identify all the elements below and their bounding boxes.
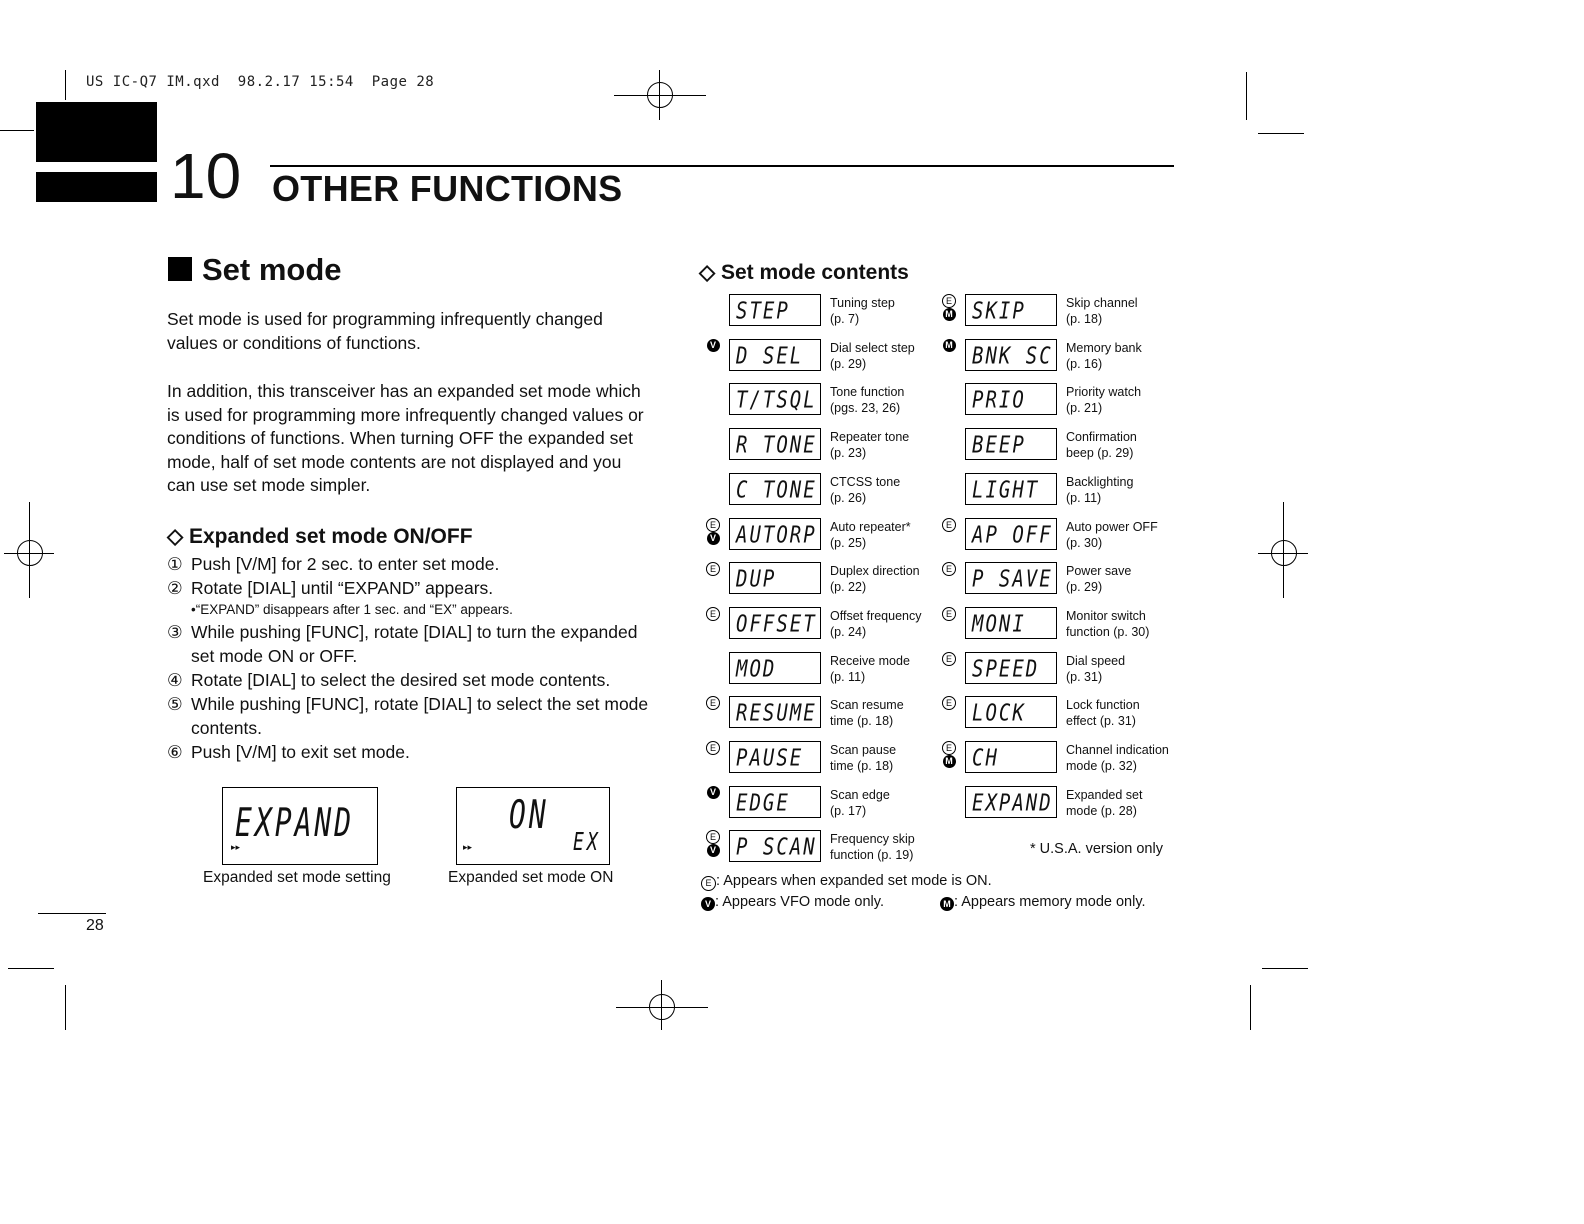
description-line: Expanded set bbox=[1066, 787, 1143, 802]
chapter-rule bbox=[270, 165, 1174, 167]
chapter-tab bbox=[36, 102, 157, 162]
description-line: Dial speed bbox=[1066, 653, 1126, 668]
expanded-mark-icon: E bbox=[942, 652, 956, 666]
page-reference: mode (p. 32) bbox=[1066, 759, 1137, 773]
lcd-label: MOD bbox=[736, 655, 777, 682]
registration-mark bbox=[616, 1007, 708, 1008]
crop-mark bbox=[65, 70, 66, 100]
description-line: Channel indication bbox=[1066, 743, 1169, 757]
expanded-mark-icon: E bbox=[706, 607, 720, 621]
registration-mark bbox=[29, 502, 30, 598]
step-number: ④ bbox=[167, 670, 183, 690]
page-reference: (p. 17) bbox=[830, 803, 867, 818]
vfo-mark-icon: V bbox=[701, 897, 715, 911]
item-description bbox=[830, 742, 940, 774]
description-line: CTCSS tone bbox=[830, 474, 901, 489]
page-reference: (p. 16) bbox=[1066, 356, 1103, 371]
description-line: Repeater tone bbox=[830, 430, 910, 445]
item-description bbox=[1066, 787, 1176, 819]
lcd-box bbox=[729, 562, 821, 594]
lcd-label: RESUME bbox=[736, 700, 817, 727]
page-reference: (p. 25) bbox=[830, 535, 867, 550]
item-description bbox=[830, 608, 940, 640]
lcd-box bbox=[729, 383, 821, 415]
expanded-mark-icon: E bbox=[942, 696, 956, 710]
lcd-box bbox=[729, 294, 821, 326]
chapter-title: OTHER FUNCTIONS bbox=[272, 168, 623, 209]
description-line: Tuning step bbox=[830, 296, 895, 310]
item-description bbox=[1066, 429, 1176, 461]
page-number-rule bbox=[38, 913, 106, 914]
legend-vfo bbox=[701, 894, 884, 911]
page-reference: mode (p. 28) bbox=[1066, 803, 1137, 818]
intro-paragraph: Set mode is used for programming infrequently changed values or conditions of functions. bbox=[167, 309, 603, 353]
lcd-box bbox=[729, 473, 821, 505]
lcd-box bbox=[965, 786, 1057, 818]
step-number: ③ bbox=[167, 622, 183, 642]
lcd-box bbox=[729, 830, 821, 862]
vfo-mark-icon: V bbox=[707, 844, 720, 857]
registration-mark bbox=[1283, 502, 1284, 598]
description-line: Duplex direction bbox=[830, 564, 920, 579]
page-reference: (p. 21) bbox=[1066, 401, 1103, 416]
page-reference: (p. 18) bbox=[1066, 312, 1103, 326]
memory-mark-icon: M bbox=[940, 897, 954, 911]
description-line: Power save bbox=[1066, 564, 1132, 579]
lcd-label: AUTORP bbox=[736, 521, 817, 548]
mode-mark bbox=[938, 294, 960, 321]
step-text: Push [V/M] to exit set mode. bbox=[191, 742, 410, 762]
legend-memory bbox=[940, 894, 1146, 911]
lcd-box bbox=[729, 741, 821, 773]
step-note: •“EXPAND” disappears after 1 sec. and “EX” appears. bbox=[191, 602, 513, 617]
mode-mark bbox=[938, 518, 960, 532]
description-line: Confirmation bbox=[1066, 430, 1137, 445]
description-line: Auto power OFF bbox=[1066, 519, 1158, 534]
expanded-mark-icon: E bbox=[942, 294, 956, 308]
lcd-ex-indicator: EX bbox=[573, 827, 601, 858]
mode-mark bbox=[702, 562, 724, 576]
expanded-mark-icon: E bbox=[942, 607, 956, 621]
file-header: US IC-Q7 IM.qxd 98.2.17 15:54 Page 28 bbox=[86, 74, 435, 90]
item-description bbox=[830, 519, 940, 551]
registration-mark bbox=[659, 70, 660, 120]
crop-mark bbox=[1250, 985, 1251, 1030]
item-description bbox=[830, 295, 940, 327]
item-description bbox=[1066, 608, 1176, 640]
page-reference: time (p. 18) bbox=[830, 714, 894, 729]
crop-mark bbox=[1246, 72, 1247, 120]
arrow-indicator-icon: ▸▸ bbox=[231, 842, 241, 852]
description-line: Frequency skip bbox=[830, 832, 915, 847]
legend-text: : Appears when expanded set mode is ON. bbox=[716, 873, 992, 889]
expanded-mark-icon: E bbox=[706, 741, 720, 755]
lcd-box bbox=[729, 518, 821, 550]
item-description bbox=[1066, 340, 1176, 372]
lcd-box bbox=[729, 339, 821, 371]
lcd-label: P SCAN bbox=[736, 834, 817, 861]
item-description bbox=[830, 697, 940, 729]
step-text: Rotate [DIAL] until “EXPAND” appears. bbox=[191, 578, 494, 598]
contents-right-column bbox=[936, 294, 1181, 834]
page-reference: (p. 24) bbox=[830, 624, 867, 639]
page-reference: function (p. 19) bbox=[830, 848, 914, 863]
step-item bbox=[167, 620, 657, 668]
step-text: Push [V/M] for 2 sec. to enter set mode. bbox=[191, 554, 500, 574]
lcd-box bbox=[965, 428, 1057, 460]
lcd-label: R TONE bbox=[736, 432, 817, 459]
lcd-box bbox=[965, 339, 1057, 371]
mode-mark bbox=[702, 607, 724, 621]
legend-text: : Appears memory mode only. bbox=[954, 894, 1146, 910]
page-reference: (p. 26) bbox=[830, 490, 867, 505]
legend-text: : Appears VFO mode only. bbox=[715, 894, 884, 910]
lcd-box bbox=[965, 607, 1057, 639]
expanded-mark-icon: E bbox=[706, 696, 720, 710]
page-number: 28 bbox=[86, 917, 104, 934]
page-reference: (p. 31) bbox=[1066, 669, 1103, 684]
vfo-mark-icon: V bbox=[707, 532, 720, 545]
lcd-label: SKIP bbox=[972, 298, 1026, 325]
page-reference: (pgs. 23, 26) bbox=[830, 401, 901, 416]
lcd-label: LOCK bbox=[972, 700, 1026, 727]
registration-mark bbox=[614, 95, 706, 96]
lcd-box bbox=[729, 607, 821, 639]
page-reference: (p. 29) bbox=[830, 356, 867, 371]
lcd-box bbox=[965, 652, 1057, 684]
expanded-mark-icon: E bbox=[706, 518, 720, 532]
page-reference: (p. 11) bbox=[830, 669, 866, 684]
mode-mark bbox=[702, 741, 724, 755]
memory-mark-icon: M bbox=[943, 339, 956, 352]
lcd-box bbox=[965, 294, 1057, 326]
lcd-label: P SAVE bbox=[972, 566, 1053, 593]
item-description bbox=[830, 429, 940, 461]
description-line: Scan pause bbox=[830, 743, 897, 757]
lcd-label: AP OFF bbox=[972, 521, 1053, 548]
description-line: Scan resume bbox=[830, 698, 904, 713]
item-description bbox=[1066, 295, 1176, 327]
page-reference: beep (p. 29) bbox=[1066, 446, 1134, 461]
chapter-number: 10 bbox=[170, 140, 242, 212]
section-title-text: Set mode bbox=[202, 252, 342, 287]
page-reference: function (p. 30) bbox=[1066, 624, 1150, 639]
item-description bbox=[830, 831, 940, 863]
mode-mark bbox=[938, 562, 960, 576]
step-item bbox=[167, 740, 657, 764]
item-description bbox=[830, 787, 940, 819]
item-description bbox=[1066, 474, 1176, 506]
crop-mark bbox=[1262, 968, 1308, 969]
step-item bbox=[167, 576, 657, 600]
item-description bbox=[1066, 563, 1176, 595]
item-description bbox=[1066, 519, 1176, 551]
mode-mark bbox=[702, 786, 724, 799]
crop-mark bbox=[65, 985, 66, 1030]
expanded-mark-icon: E bbox=[942, 518, 956, 532]
lcd-box bbox=[965, 383, 1057, 415]
lcd-text: ON bbox=[509, 791, 549, 838]
vfo-mark-icon: V bbox=[707, 786, 720, 799]
item-description bbox=[830, 384, 940, 416]
mode-mark bbox=[938, 696, 960, 710]
section-title bbox=[168, 252, 342, 288]
expanded-mark-icon: E bbox=[706, 562, 720, 576]
expanded-paragraph: In addition, this transceiver has an expanded set mode which is used for programming more infrequently changed values or conditions of functions. When turning OFF the expanded set mode, half of set mode contents are not displayed and you can use set mode simpler. bbox=[167, 381, 644, 495]
memory-mark-icon: M bbox=[943, 308, 956, 321]
crop-mark bbox=[8, 968, 54, 969]
description-line: Scan edge bbox=[830, 787, 890, 802]
page-reference: (p. 7) bbox=[830, 312, 860, 326]
lcd-label: EXPAND bbox=[972, 789, 1053, 817]
lcd-label: BNK SC bbox=[972, 342, 1053, 370]
step-number: ① bbox=[167, 554, 183, 574]
expanded-mark-icon: E bbox=[701, 876, 716, 891]
description-line: Offset frequency bbox=[830, 608, 922, 623]
lcd-label: C TONE bbox=[736, 476, 817, 504]
lcd-box bbox=[965, 562, 1057, 594]
step-item bbox=[167, 692, 657, 740]
contents-left-column bbox=[700, 294, 945, 874]
lcd-label: STEP bbox=[736, 298, 790, 325]
lcd-label: SPEED bbox=[972, 655, 1040, 682]
chapter-tab bbox=[36, 172, 157, 202]
lcd-expand-display bbox=[222, 787, 378, 865]
description-line: Auto repeater* bbox=[830, 519, 911, 534]
page-reference: (p. 30) bbox=[1066, 535, 1103, 550]
lcd-box bbox=[729, 696, 821, 728]
page-reference: (p. 11) bbox=[1066, 490, 1102, 505]
vfo-mark-icon: V bbox=[707, 339, 720, 352]
lcd-label: OFFSET bbox=[736, 610, 817, 638]
lcd-label: LIGHT bbox=[972, 476, 1040, 504]
step-text: While pushing [FUNC], rotate [DIAL] to turn the expanded set mode ON or OFF. bbox=[191, 622, 638, 666]
step-number: ⑤ bbox=[167, 694, 183, 714]
lcd-label: PAUSE bbox=[736, 745, 804, 772]
crop-mark bbox=[0, 130, 34, 131]
page-reference: effect (p. 31) bbox=[1066, 714, 1136, 729]
mode-mark bbox=[702, 696, 724, 710]
lcd-box bbox=[965, 696, 1057, 728]
lcd-box bbox=[729, 652, 821, 684]
lcd-label: T/TSQL bbox=[736, 387, 817, 414]
arrow-indicator-icon: ▸▸ bbox=[463, 842, 473, 852]
description-line: Dial select step bbox=[830, 340, 915, 355]
mode-mark bbox=[702, 830, 724, 857]
item-description bbox=[830, 340, 940, 372]
item-description bbox=[830, 563, 940, 595]
lcd-label: EDGE bbox=[736, 789, 790, 817]
step-text: While pushing [FUNC], rotate [DIAL] to select the set mode contents. bbox=[191, 694, 649, 738]
legend-expanded bbox=[701, 873, 992, 891]
item-description bbox=[1066, 653, 1176, 685]
lcd-box bbox=[729, 428, 821, 460]
description-line: Receive mode bbox=[830, 653, 910, 668]
lcd-label: DUP bbox=[736, 566, 777, 593]
lcd-label: BEEP bbox=[972, 432, 1026, 459]
lcd-label: CH bbox=[972, 745, 999, 772]
item-description bbox=[830, 653, 940, 685]
page-reference: (p. 29) bbox=[1066, 580, 1103, 595]
description-line: Priority watch bbox=[1066, 385, 1142, 400]
item-description bbox=[830, 474, 940, 506]
lcd-box bbox=[729, 786, 821, 818]
mode-mark bbox=[938, 741, 960, 768]
description-line: Skip channel bbox=[1066, 296, 1138, 310]
expanded-mark-icon: E bbox=[942, 741, 956, 755]
lcd-caption: Expanded set mode ON bbox=[448, 869, 614, 886]
step-item bbox=[167, 552, 657, 576]
lcd-caption: Expanded set mode setting bbox=[203, 869, 391, 886]
square-bullet-icon bbox=[168, 257, 192, 281]
item-description bbox=[1066, 742, 1176, 774]
step-text: Rotate [DIAL] to select the desired set mode contents. bbox=[191, 670, 611, 690]
steps-list bbox=[167, 552, 657, 764]
mode-mark bbox=[938, 607, 960, 621]
lcd-label: D SEL bbox=[736, 342, 804, 370]
lcd-label: MONI bbox=[972, 610, 1026, 638]
step-number: ⑥ bbox=[167, 742, 183, 762]
registration-mark bbox=[661, 980, 662, 1030]
expanded-subhead: ◇ Expanded set mode ON/OFF bbox=[167, 525, 473, 548]
lcd-label: PRIO bbox=[972, 387, 1026, 414]
page-reference: (p. 22) bbox=[830, 580, 867, 595]
item-description bbox=[1066, 384, 1176, 416]
crop-mark bbox=[1258, 133, 1304, 134]
description-line: Memory bank bbox=[1066, 340, 1142, 355]
lcd-box bbox=[965, 518, 1057, 550]
lcd-text: EXPAND bbox=[235, 799, 355, 846]
expanded-mark-icon: E bbox=[942, 562, 956, 576]
description-line: Monitor switch bbox=[1066, 608, 1146, 623]
description-line: Tone function bbox=[830, 385, 905, 400]
mode-mark bbox=[938, 652, 960, 666]
page-reference: (p. 23) bbox=[830, 446, 867, 461]
memory-mark-icon: M bbox=[943, 755, 956, 768]
contents-title: ◇ Set mode contents bbox=[699, 261, 909, 284]
step-number: ② bbox=[167, 578, 183, 598]
step-item bbox=[167, 668, 657, 692]
item-description bbox=[1066, 697, 1176, 729]
lcd-on-display bbox=[456, 787, 610, 865]
usa-note: * U.S.A. version only bbox=[1030, 841, 1163, 857]
page-reference: time (p. 18) bbox=[830, 759, 894, 773]
expanded-mark-icon: E bbox=[706, 830, 720, 844]
lcd-box bbox=[965, 473, 1057, 505]
lcd-box bbox=[965, 741, 1057, 773]
description-line: Backlighting bbox=[1066, 474, 1134, 489]
mode-mark bbox=[702, 518, 724, 545]
description-line: Lock function bbox=[1066, 698, 1140, 713]
mode-mark bbox=[702, 339, 724, 352]
mode-mark bbox=[938, 339, 960, 352]
